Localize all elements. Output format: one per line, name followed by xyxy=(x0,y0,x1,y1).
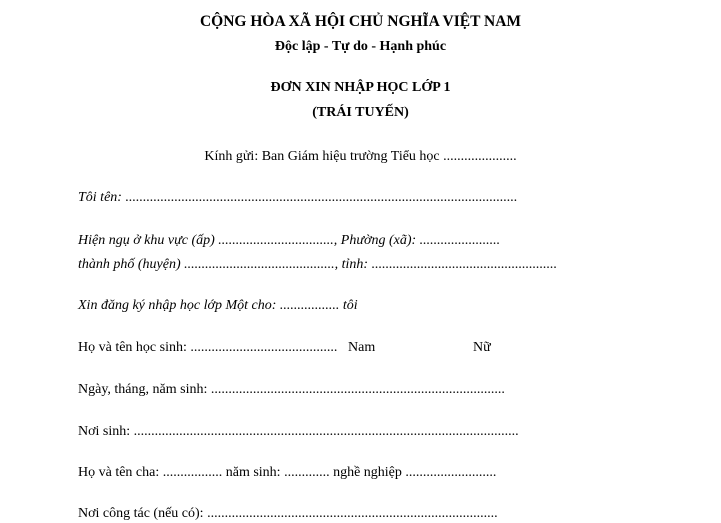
form-title: ĐƠN XIN NHẬP HỌC LỚP 1 xyxy=(270,80,451,95)
field-applicant-name: Tôi tên: ................................................................................................................ xyxy=(78,190,518,205)
field-birth-date: Ngày, tháng, năm sinh: .................................................................................... xyxy=(78,382,505,397)
field-residence-line-2: thành phố (huyện) ..........................................., tỉnh: ..................................................... xyxy=(78,257,558,272)
field-father-info: Họ và tên cha: ................. năm sinh: ............. nghề nghiệp .......................... xyxy=(78,465,497,480)
gender-female-option: Nữ xyxy=(473,340,491,355)
field-register-grade-one: Xin đăng ký nhập học lớp Một cho: ................. tôi xyxy=(78,298,358,313)
national-title: CỘNG HÒA XÃ HỘI CHỦ NGHĨA VIỆT NAM xyxy=(199,13,522,30)
form-subtitle: (TRÁI TUYẾN) xyxy=(312,105,409,120)
field-birth-place: Nơi sinh: .............................................................................................................. xyxy=(78,424,519,439)
greeting-line: Kính gửi: Ban Giám hiệu trường Tiểu học ..................... xyxy=(204,149,517,164)
field-workplace: Nơi công tác (nếu có): ................................................................................... xyxy=(78,506,498,521)
national-motto: Độc lập - Tự do - Hạnh phúc xyxy=(274,39,447,54)
field-student-name: Họ và tên học sinh: .......................................... xyxy=(78,340,338,355)
field-residence-line-1: Hiện ngụ ở khu vực (ấp) ................................., Phường (xã): ....................... xyxy=(78,233,501,248)
gender-male-option: Nam xyxy=(348,340,376,355)
